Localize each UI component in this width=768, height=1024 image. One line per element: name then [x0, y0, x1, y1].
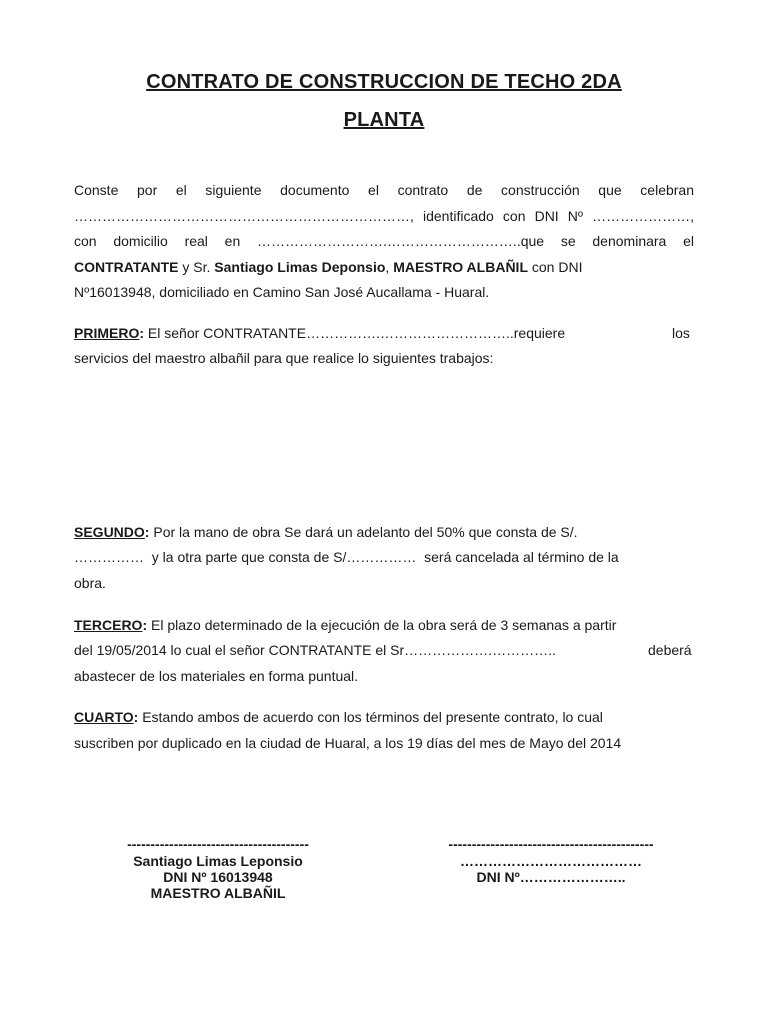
domicilio-blank: ……………………….………………………..que se denominara el — [257, 233, 695, 249]
document-title-line-1: CONTRATO DE CONSTRUCCION DE TECHO 2DA — [146, 71, 622, 93]
intro-connector-2: , — [385, 259, 394, 275]
domicilio-label: con domicilio real en — [74, 233, 241, 249]
intro-line-5: Nº16013948, domiciliado en Camino San José Aucallama - Huaral. — [74, 284, 490, 300]
tercero-line-1 — [74, 617, 616, 634]
mason-name: Santiago Limas Deponsio — [214, 259, 386, 275]
cuarto-colon: : — [133, 709, 139, 725]
dni-blank: …………………, — [592, 208, 695, 224]
cuarto-label: CUARTO — [74, 709, 134, 725]
signature-dni-right: DNI Nº………………….. — [476, 869, 626, 885]
intro-line-3 — [74, 233, 694, 250]
segundo-line-2 — [74, 549, 619, 566]
primero-colon: : — [139, 325, 145, 341]
mason-role: MAESTRO ALBAÑIL — [393, 259, 528, 275]
segundo-line-1 — [74, 524, 578, 541]
segundo-label: SEGUNDO — [74, 524, 145, 540]
tercero-label: TERCERO — [74, 617, 143, 633]
tercero-colon: : — [142, 617, 148, 633]
signature-line-right: -------------------------------------------- — [448, 836, 654, 852]
tercero-line-3: abastecer de los materiales en forma puntual. — [74, 668, 359, 684]
cuarto-line-1 — [74, 709, 603, 726]
segundo-text-3: será cancelada al término de la — [424, 549, 619, 565]
intro-line-4 — [74, 259, 582, 276]
intro-line-1 — [74, 182, 694, 199]
advance-blank: …………… — [74, 549, 144, 565]
signature-name-left: Santiago Limas Leponsio — [133, 853, 303, 869]
signature-line-left: --------------------------------------- — [127, 836, 309, 852]
intro-text: Conste por el siguiente documento el contrato de construcción que celebran — [74, 182, 694, 198]
segundo-text-2: y la otra parte que consta de S/…………… — [151, 549, 417, 565]
dni-label: identificado con DNI Nº — [423, 208, 584, 224]
primero-line-1 — [74, 325, 565, 342]
primero-text: El señor CONTRATANTE…………….………………………..requiere — [144, 325, 566, 341]
tercero-line-2-end: deberá — [648, 642, 692, 658]
signature-name-right: ………………………………… — [460, 853, 642, 869]
contratante-label: CONTRATANTE — [74, 259, 179, 275]
segundo-line-3: obra. — [74, 575, 106, 591]
signature-dni-left: DNI Nº 16013948 — [163, 869, 273, 885]
intro-line-2 — [74, 208, 694, 225]
cuarto-text: Estando ambos de acuerdo con los términos del presente contrato, lo cual — [138, 709, 603, 725]
primero-line-2: servicios del maestro albañil para que realice lo siguientes trabajos: — [74, 350, 494, 366]
cuarto-line-2: suscriben por duplicado en la ciudad de Huaral, a los 19 días del mes de Mayo del 2014 — [74, 735, 622, 751]
intro-connector-1: y Sr. — [178, 259, 215, 275]
primero-label: PRIMERO — [74, 325, 140, 341]
contractor-name-blank: ………………………………………………………………, — [74, 208, 414, 224]
segundo-colon: : — [144, 524, 150, 540]
tercero-text: El plazo determinado de la ejecución de la obra será de 3 semanas a partir — [147, 617, 617, 633]
signature-role-left: MAESTRO ALBAÑIL — [150, 885, 286, 901]
intro-connector-3: con DNI — [528, 259, 583, 275]
tercero-line-2: del 19/05/2014 lo cual el señor CONTRATANTE el Sr……………….………….. — [74, 642, 556, 658]
primero-line-1-end: los — [672, 325, 690, 341]
segundo-text: Por la mano de obra Se dará un adelanto del 50% que consta de S/. — [149, 524, 578, 540]
document-title-line-2: PLANTA — [343, 109, 425, 131]
